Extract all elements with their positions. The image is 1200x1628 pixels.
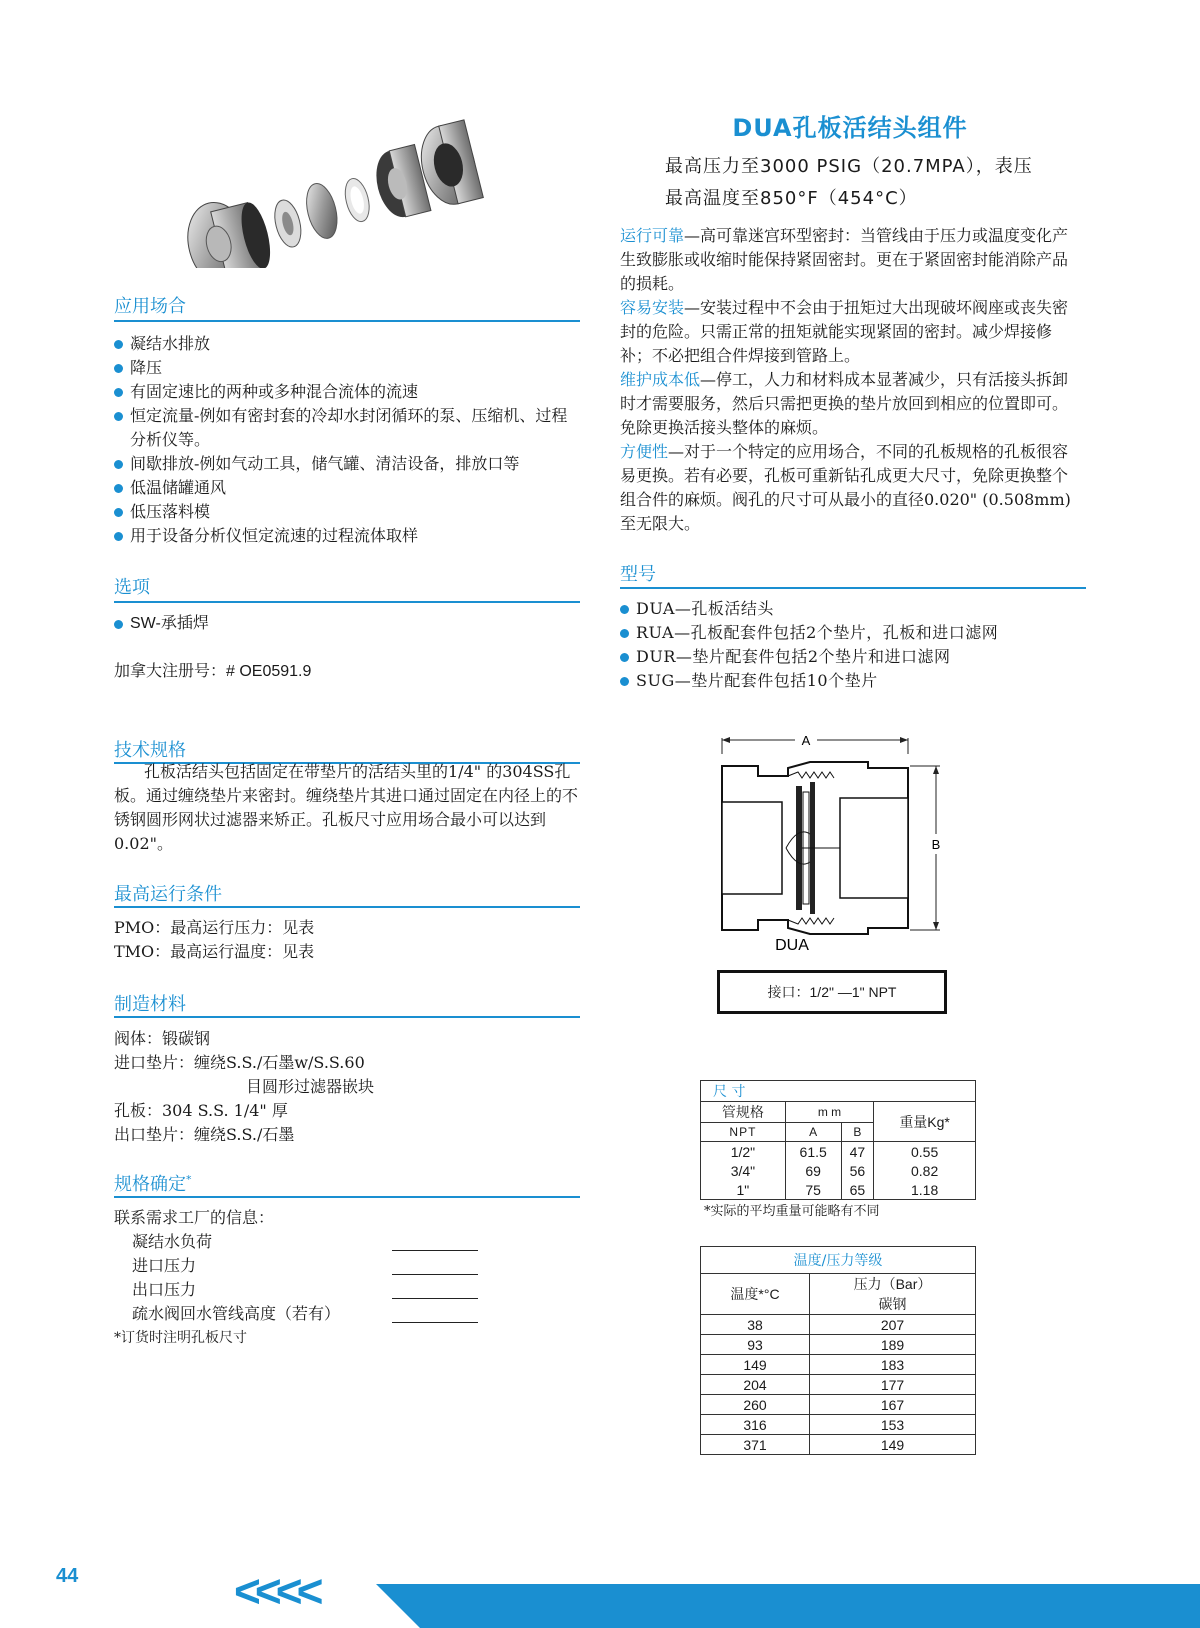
table-cell: 3/4" (701, 1161, 786, 1180)
table-cell: 177 (810, 1375, 976, 1395)
table-cell: 204 (701, 1375, 810, 1395)
feature-reliable: 运行可靠—高可靠迷宫环型密封：当管线由于压力或温度变化产生致膨胀或收缩时能保持紧固密封。更在于紧固密封能消除产品的损耗。 (620, 226, 1069, 293)
list-item: 用于设备分析仪恒定流速的过程流体取样 (112, 524, 582, 548)
models-title: 型号 (620, 564, 656, 585)
page-number: 44 (56, 1565, 79, 1587)
table-row (701, 1335, 976, 1355)
table-cell: 38 (701, 1315, 810, 1335)
table-cell: 167 (810, 1395, 976, 1415)
list-item: 低压落料模 (112, 500, 582, 524)
specify-item-outlet: 出口压力 (132, 1280, 197, 1299)
table-cell: 153 (810, 1415, 976, 1435)
features (620, 224, 1080, 536)
feature-maintenance: 维护成本低—停工，人力和材料成本显著减少，只有活接头拆卸时才需要服务，然后只需把更换的垫片放回到相应的位置即可。免除更换活接头整体的麻烦。 (620, 370, 1069, 437)
blank-line (392, 1298, 478, 1299)
connection-label: 接口：1/2" —1" NPT (767, 984, 897, 1000)
dim-h-npt: NPT (701, 1123, 786, 1142)
specify-title-text: 规格确定 (114, 1174, 186, 1195)
spec-temperature: 最高温度至850°F（454°C） (665, 188, 918, 209)
specify-item-load: 凝结水负荷 (132, 1232, 213, 1251)
material-inlet-gasket-cont: 目圆形过滤器嵌块 (246, 1077, 375, 1096)
table-cell: 183 (810, 1355, 976, 1375)
options-list (112, 612, 582, 636)
table-cell: 371 (701, 1435, 810, 1455)
options-rule (114, 601, 580, 603)
blank-line (392, 1250, 478, 1251)
table-cell: 1.18 (874, 1180, 976, 1200)
dim-b-label: B (931, 837, 941, 852)
specify-title (114, 1170, 192, 1196)
applications-rule (114, 320, 580, 322)
tech-specs-title: 技术规格 (114, 740, 186, 761)
blank-line (392, 1322, 478, 1323)
arrow-chevrons: <<<< (234, 1565, 318, 1617)
dim-a-label: A (801, 733, 811, 748)
table-cell: 207 (810, 1315, 976, 1335)
list-item: 有固定速比的两种或多种混合流体的流速 (112, 380, 582, 404)
table-cell: 0.55 (874, 1142, 976, 1162)
table-row (701, 1375, 976, 1395)
table-row (701, 1180, 976, 1200)
table-row (701, 1435, 976, 1455)
rating-h-temp: 温度*°C (701, 1274, 810, 1315)
material-outlet-gasket: 出口垫片：缠绕S.S./石墨 (114, 1125, 295, 1144)
feature-install: 容易安装—安装过程中不会由于扭矩过大出现破坏阀座或丧失密封的危险。只需正常的扭矩就能实现紧固的密封。减少焊接修补；不必把组合件焊接到管路上。 (620, 298, 1069, 365)
table-cell: 149 (701, 1355, 810, 1375)
table-row (701, 1315, 976, 1335)
table-cell: 69 (785, 1161, 841, 1180)
connection-box (717, 970, 947, 1014)
dim-h-size: 管规格 (701, 1102, 786, 1123)
table-cell: 149 (810, 1435, 976, 1455)
table-cell: 189 (810, 1335, 976, 1355)
rating-h-pressure: 压力（Bar） 碳钢 (810, 1274, 976, 1315)
applications-list (112, 332, 582, 548)
dim-h-b: B (841, 1123, 874, 1142)
rating-table-title: 温度/压力等级 (701, 1247, 976, 1274)
list-item: DUA—孔板活结头 (618, 597, 1098, 621)
operating-rule (114, 906, 580, 908)
table-cell: 316 (701, 1415, 810, 1435)
table-cell: 260 (701, 1395, 810, 1415)
models-rule (620, 587, 1086, 589)
material-orifice: 孔板：304 S.S. 1/4" 厚 (114, 1101, 288, 1120)
drawing-caption: DUA (775, 937, 809, 952)
product-photo (170, 118, 510, 268)
table-cell: 75 (785, 1180, 841, 1200)
tmo-line: TMO：最高运行温度：见表 (114, 942, 315, 961)
list-item: RUA—孔板配套件包括2个垫片，孔板和进口滤网 (618, 621, 1098, 645)
specify-note: *订货时注明孔板尺寸 (114, 1330, 247, 1346)
dim-h-a: A (785, 1123, 841, 1142)
pmo-line: PMO：最高运行压力：见表 (114, 918, 315, 937)
specify-rule (114, 1196, 580, 1198)
specify-item-height: 疏水阀回水管线高度（若有） (132, 1304, 341, 1323)
table-cell: 65 (841, 1180, 874, 1200)
footer-band (0, 1580, 1200, 1628)
list-item: 降压 (112, 356, 582, 380)
table-cell: 61.5 (785, 1142, 841, 1162)
specify-title-mark: * (186, 1173, 192, 1186)
rating-table (700, 1246, 976, 1455)
options-title: 选项 (114, 577, 150, 598)
material-body: 阀体：锻碳钢 (114, 1029, 211, 1048)
registration-number: 加拿大注册号：# OE0591.9 (114, 663, 312, 680)
list-item: 恒定流量-例如有密封套的冷却水封闭循环的泵、压缩机、过程分析仪等。 (112, 404, 582, 452)
materials-title: 制造材料 (114, 994, 186, 1015)
dim-table-title: 尺 寸 (701, 1081, 976, 1102)
dim-h-weight: 重量Kg* (874, 1102, 976, 1142)
applications-title: 应用场合 (114, 296, 186, 317)
page-title: DUA孔板活结头组件 (732, 114, 968, 142)
list-item: SUG—垫片配套件包括10个垫片 (618, 669, 1098, 693)
table-cell: 0.82 (874, 1161, 976, 1180)
list-item: 间歇排放-例如气动工具，储气罐、清洁设备，排放口等 (112, 452, 582, 476)
specify-intro: 联系需求工厂的信息： (114, 1208, 275, 1227)
list-item: DUR—垫片配套件包括2个垫片和进口滤网 (618, 645, 1098, 669)
materials-rule (114, 1016, 580, 1018)
list-item: 凝结水排放 (112, 332, 582, 356)
operating-title: 最高运行条件 (114, 884, 222, 905)
models-list (618, 597, 1098, 693)
table-cell: 47 (841, 1142, 874, 1162)
list-item: SW-承插焊 (112, 612, 582, 636)
dimensions-table (700, 1080, 976, 1200)
blank-line (392, 1274, 478, 1275)
table-cell: 1" (701, 1180, 786, 1200)
table-row (701, 1355, 976, 1375)
tech-specs-text: 孔板活结头包括固定在带垫片的活结头里的1/4" 的304SS孔板。通过缠绕垫片来密封。缠绕垫片其进口通过固定在内径上的不锈钢圆形网状过滤器来矫正。孔板尺寸应用场合最小可以达到0.02"。 (114, 762, 579, 853)
table-cell: 56 (841, 1161, 874, 1180)
dim-table-note: *实际的平均重量可能略有不同 (704, 1204, 880, 1219)
table-row (701, 1395, 976, 1415)
table-cell: 1/2" (701, 1142, 786, 1162)
table-row (701, 1161, 976, 1180)
table-cell: 93 (701, 1335, 810, 1355)
feature-convenience: 方便性—对于一个特定的应用场合，不同的孔板规格的孔板很容易更换。若有必要，孔板可重新钻孔成更大尺寸，免除更换整个组合件的麻烦。阀孔的尺寸可从最小的直径0.020" (0.508mm)至无限大。 (620, 442, 1071, 533)
specify-item-inlet: 进口压力 (132, 1256, 197, 1275)
list-item: 低温储罐通风 (112, 476, 582, 500)
spec-pressure: 最高压力至3000 PSIG（20.7MPA），表压 (665, 156, 1033, 177)
table-row (701, 1415, 976, 1435)
cross-section-drawing (700, 722, 960, 952)
dim-h-mm: m m (785, 1102, 873, 1123)
material-inlet-gasket: 进口垫片：缠绕S.S./石墨w/S.S.60 (114, 1053, 365, 1072)
table-row (701, 1142, 976, 1162)
